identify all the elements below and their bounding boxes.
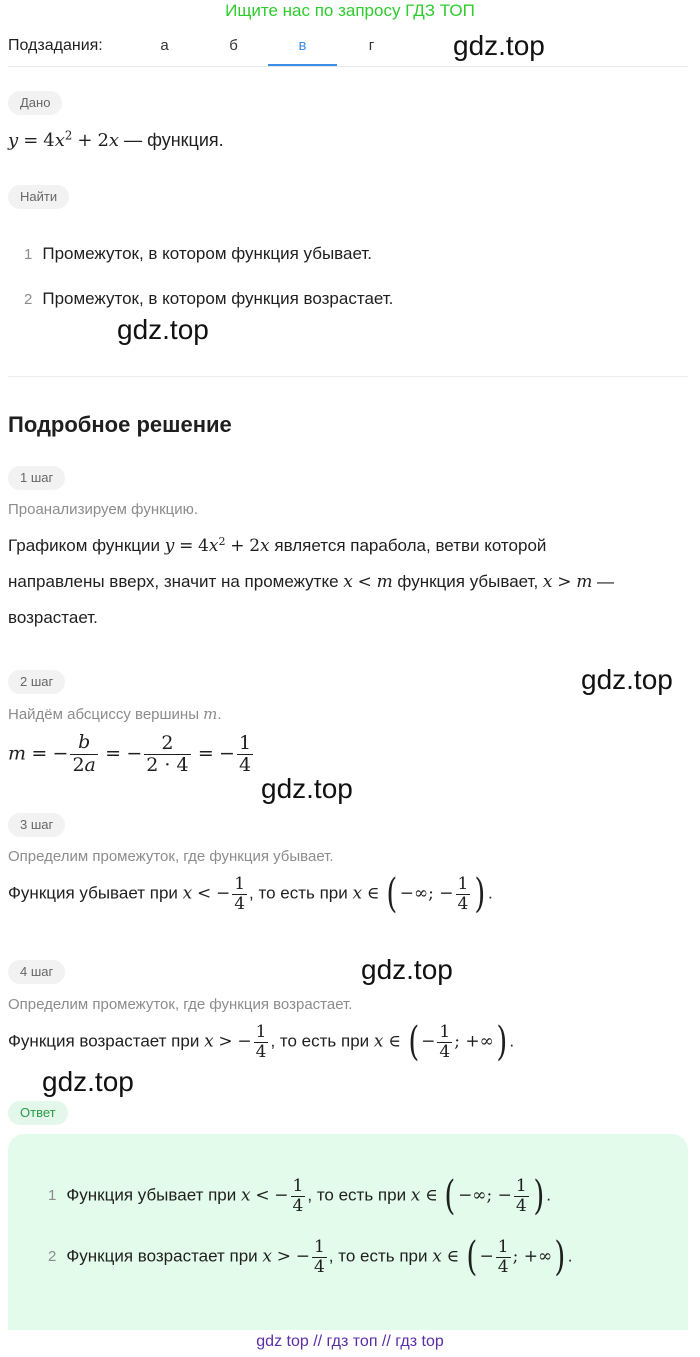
given-badge: Дано: [8, 91, 62, 115]
step-4-hint: Определим промежуток, где функция возрастает.: [8, 996, 353, 1013]
answer-box: [8, 1134, 688, 1330]
subtask-tabs: [130, 34, 406, 66]
step-4-text: Функция возрастает при x > − $\frac{1}{4}$ , то есть при x ∈ ( − $\frac{1}{4}$ ; +∞) .: [8, 1019, 515, 1065]
subtasks-bar: [8, 34, 688, 67]
watermark: gdz.top: [42, 1066, 134, 1097]
list-item: 2 Промежуток, в котором функция возрастает.: [24, 289, 394, 308]
answer-item-2: 2 Функция возрастает при x > − $\frac{1}{4}$ , то есть при x ∈ ( − $\frac{1}{4}$ ; +∞) .: [48, 1234, 573, 1280]
tab-v[interactable]: в: [268, 34, 337, 66]
answer-item-1: 1 Функция убывает при x < − $\frac{1}{4}$ , то есть при x ∈ ( −∞; − $\frac{1}{4}$ ) .: [48, 1173, 552, 1219]
watermark: gdz.top: [117, 314, 209, 345]
step-1-hint: Проанализируем функцию.: [8, 501, 199, 518]
step-2-hint: Найдём абсциссу вершины m.: [8, 705, 222, 723]
step-1-line-3: возрастает.: [8, 608, 98, 627]
step-1-line-2: направлены вверх, значит на промежутке x < m функция убывает, x > m —: [8, 572, 615, 592]
tab-a[interactable]: а: [160, 37, 169, 54]
step-1-badge: 1 шаг: [8, 466, 65, 490]
watermark: gdz.top: [453, 30, 545, 61]
step-3-badge: 3 шаг: [8, 813, 65, 837]
watermark: gdz.top: [361, 954, 453, 985]
step-2-formula: m = − $\frac{b}{2a}$ = − $\frac{2}{2 \cdot 4}$ = − $\frac{1}{4}$: [8, 731, 252, 776]
watermark: gdz.top: [581, 664, 673, 695]
find-badge: Найти: [8, 185, 69, 209]
step-3-text: Функция убывает при x < − $\frac{1}{4}$ , то есть при x ∈ ( −∞; − $\frac{1}{4}$ ) .: [8, 871, 493, 917]
watermark: gdz.top: [261, 773, 353, 804]
given-text: $y = 4x^2 + 2x$ — функция.: [8, 128, 224, 151]
step-2-badge: 2 шаг: [8, 670, 65, 694]
solution-title: Подробное решение: [8, 412, 232, 437]
step-3-hint: Определим промежуток, где функция убывает.: [8, 848, 334, 865]
step-4-badge: 4 шаг: [8, 960, 65, 984]
tab-b[interactable]: б: [229, 37, 238, 54]
subtasks-label: Подзадания:: [8, 37, 103, 54]
step-1-line-1: Графиком функции $y = 4x^2 + 2x$ является парабола, ветви которой: [8, 534, 547, 556]
answer-badge: Ответ: [8, 1101, 68, 1125]
tab-g[interactable]: г: [368, 37, 375, 54]
divider: [8, 376, 688, 377]
list-item: 1 Промежуток, в котором функция убывает.: [24, 244, 372, 263]
promo-banner: Ищите нас по запросу ГДЗ ТОП: [225, 1, 475, 20]
footer-links[interactable]: gdz top // гдз топ // гдз top: [256, 1333, 444, 1350]
